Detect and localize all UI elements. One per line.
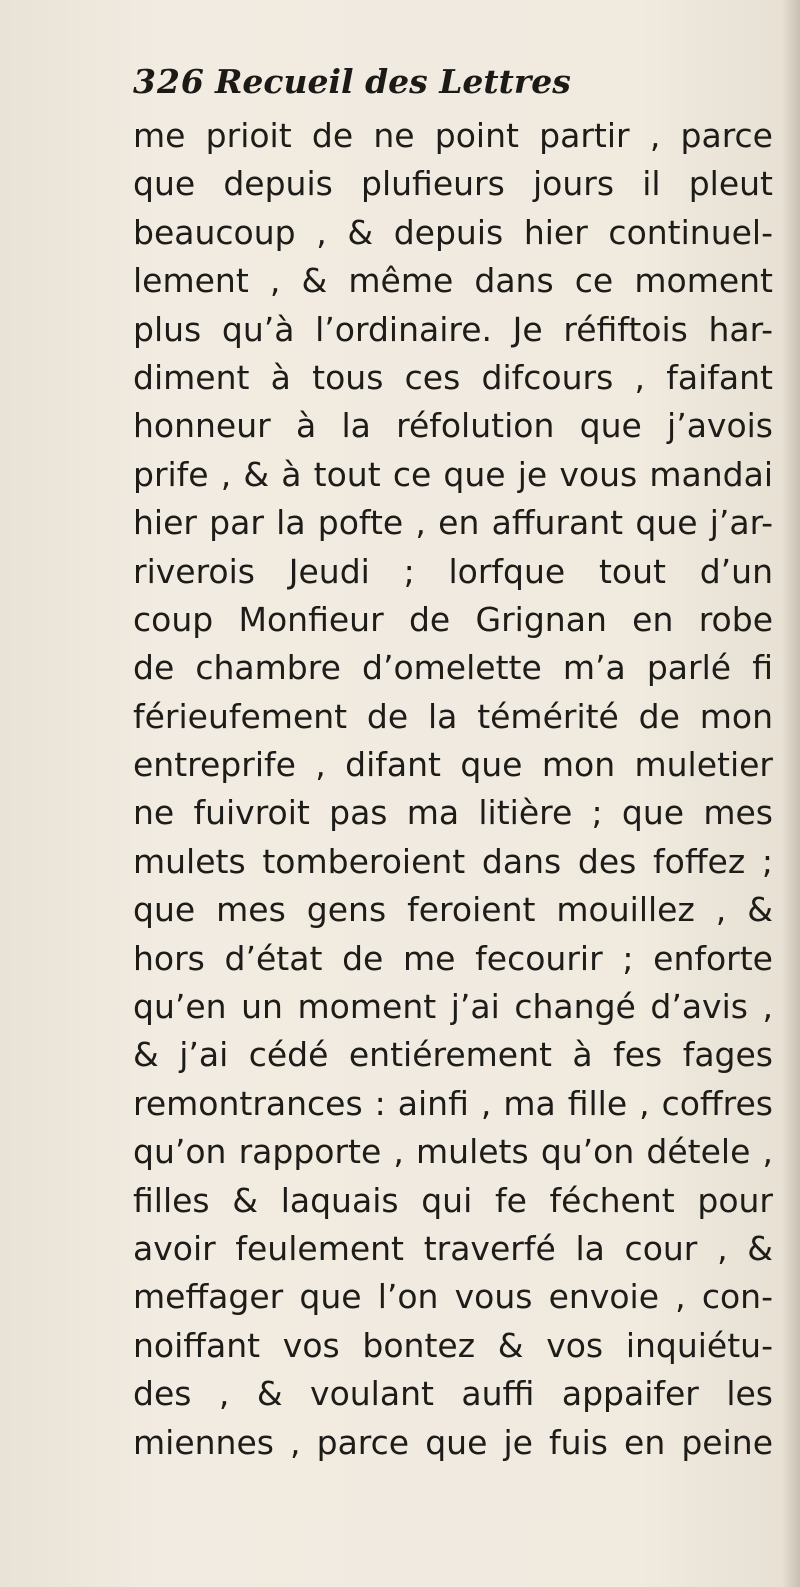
text-line: filles & laquais qui fe féchent pour: [133, 1180, 773, 1220]
text-line: honneur à la réfolution que j’avois: [133, 406, 773, 446]
text-line: des , & voulant auffi appaifer les: [133, 1374, 773, 1414]
text-line: avoir feulement traverfé la cour , &: [133, 1228, 773, 1268]
text-line: qu’on rapporte , mulets qu’on détele ,: [133, 1132, 773, 1172]
text-line: plus qu’à l’ordinaire. Je réfiftois har-: [133, 309, 773, 349]
text-line: mulets tomberoient dans des foffez ;: [133, 841, 773, 881]
page-number: 326: [133, 62, 205, 101]
text-line: qu’en un moment j’ai changé d’avis ,: [133, 987, 773, 1027]
text-line: férieufement de la témérité de mon: [133, 696, 773, 736]
text-line: noiffant vos bontez & vos inquiétu-: [133, 1325, 773, 1365]
page-header: [133, 62, 733, 112]
text-line: miennes , parce que je fuis en peine: [133, 1422, 773, 1462]
text-line: coup Monfieur de Grignan en robe: [133, 599, 773, 639]
text-line: hier par la pofte , en affurant que j’ar-: [133, 503, 773, 543]
text-line: que mes gens feroient mouillez , &: [133, 890, 773, 930]
text-line: de chambre d’omelette m’a parlé fi: [133, 648, 773, 688]
text-line: riverois Jeudi ; lorfque tout d’un: [133, 551, 773, 591]
text-line: entreprife , difant que mon muletier: [133, 745, 773, 785]
text-line: meffager que l’on vous envoie , con-: [133, 1277, 773, 1317]
text-line: beaucoup , & depuis hier continuel-: [133, 212, 773, 252]
text-line: diment à tous ces difcours , faifant: [133, 357, 773, 397]
letter-body: [133, 112, 773, 1467]
text-line: prife , & à tout ce que je vous mandai: [133, 454, 773, 494]
text-line: hors d’état de me fecourir ; enforte: [133, 938, 773, 978]
running-title: Recueil des Lettres: [215, 62, 571, 101]
page-edge-shadow: [782, 0, 800, 1587]
text-line: lement , & même dans ce moment: [133, 261, 773, 301]
text-line: que depuis plufieurs jours il pleut: [133, 164, 773, 204]
text-line: remontrances : ainfi , ma fille , coffres: [133, 1083, 773, 1123]
text-line: me prioit de ne point partir , parce: [133, 116, 773, 155]
text-line: & j’ai cédé entiérement à fes fages: [133, 1035, 773, 1075]
text-line: ne fuivroit pas ma litière ; que mes: [133, 793, 773, 833]
